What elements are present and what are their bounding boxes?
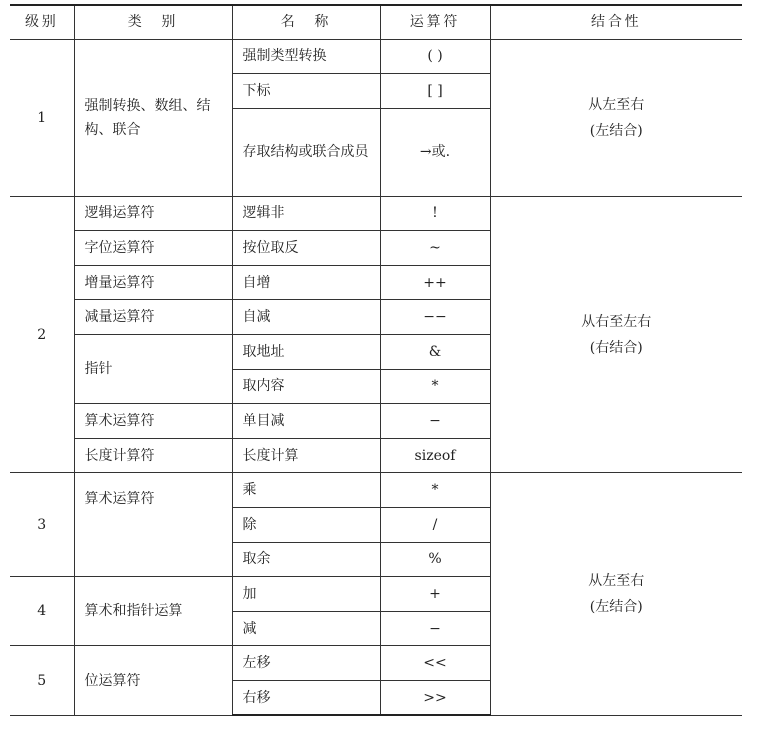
operator-cell: − xyxy=(380,404,490,439)
name-cell: 加 xyxy=(232,577,380,612)
operator-cell: >> xyxy=(380,681,490,716)
associativity-direction: 从右至左右 xyxy=(581,313,652,330)
category-cell: 算术运算符 xyxy=(74,473,232,577)
category-cell: 位运算符 xyxy=(74,646,232,715)
name-cell: 存取结构或联合成员 xyxy=(232,108,380,196)
header-operator: 运算符 xyxy=(380,5,490,39)
operator-cell: + xyxy=(380,577,490,612)
operator-precedence-table xyxy=(10,4,742,716)
operator-cell: / xyxy=(380,508,490,543)
associativity-direction: 从左至右 xyxy=(588,573,645,590)
table-row xyxy=(10,39,742,74)
name-cell: 乘 xyxy=(232,473,380,508)
level-cell: 1 xyxy=(10,39,74,196)
name-cell: 除 xyxy=(232,508,380,543)
operator-cell: * xyxy=(380,369,490,404)
table-row xyxy=(10,473,742,508)
associativity-direction: 从左至右 xyxy=(588,96,645,113)
associativity-cell xyxy=(490,196,742,473)
name-cell: 下标 xyxy=(232,74,380,109)
category-cell: 强制转换、数组、结构、联合 xyxy=(74,39,232,196)
table-header-row xyxy=(10,5,742,39)
header-level: 级别 xyxy=(10,5,74,39)
operator-cell: & xyxy=(380,335,490,370)
operator-cell: sizeof xyxy=(380,438,490,473)
header-name: 名 称 xyxy=(232,5,380,39)
associativity-cell xyxy=(490,473,742,715)
associativity-cell xyxy=(490,39,742,196)
associativity-type: (左结合) xyxy=(589,122,643,139)
operator-cell: − xyxy=(380,611,490,646)
level-cell: 3 xyxy=(10,473,74,577)
operator-cell: % xyxy=(380,542,490,577)
category-cell: 逻辑运算符 xyxy=(74,196,232,231)
name-cell: 取内容 xyxy=(232,369,380,404)
name-cell: 取地址 xyxy=(232,335,380,370)
operator-cell: << xyxy=(380,646,490,681)
level-cell: 5 xyxy=(10,646,74,715)
category-cell: 长度计算符 xyxy=(74,438,232,473)
operator-cell: →或. xyxy=(380,108,490,196)
operator-cell: ~ xyxy=(380,231,490,266)
name-cell: 强制类型转换 xyxy=(232,39,380,74)
operator-cell: −− xyxy=(380,300,490,335)
name-cell: 减 xyxy=(232,611,380,646)
level-cell: 4 xyxy=(10,577,74,646)
operator-cell: [ ] xyxy=(380,74,490,109)
name-cell: 取余 xyxy=(232,542,380,577)
category-cell: 增量运算符 xyxy=(74,265,232,300)
table-row xyxy=(10,196,742,231)
level-cell: 2 xyxy=(10,196,74,473)
name-cell: 左移 xyxy=(232,646,380,681)
name-cell: 按位取反 xyxy=(232,231,380,266)
header-associativity: 结合性 xyxy=(490,5,742,39)
name-cell: 自减 xyxy=(232,300,380,335)
operator-cell: ! xyxy=(380,196,490,231)
category-cell: 算术运算符 xyxy=(74,404,232,439)
associativity-type: (右结合) xyxy=(589,339,643,356)
category-cell: 算术和指针运算 xyxy=(74,577,232,646)
header-category: 类 别 xyxy=(74,5,232,39)
name-cell: 自增 xyxy=(232,265,380,300)
name-cell: 长度计算 xyxy=(232,438,380,473)
name-cell: 单目减 xyxy=(232,404,380,439)
operator-cell: ( ) xyxy=(380,39,490,74)
operator-cell: * xyxy=(380,473,490,508)
category-cell: 字位运算符 xyxy=(74,231,232,266)
name-cell: 逻辑非 xyxy=(232,196,380,231)
name-cell: 右移 xyxy=(232,681,380,716)
category-cell: 指针 xyxy=(74,335,232,404)
operator-cell: ++ xyxy=(380,265,490,300)
associativity-type: (左结合) xyxy=(589,599,643,616)
category-cell: 减量运算符 xyxy=(74,300,232,335)
